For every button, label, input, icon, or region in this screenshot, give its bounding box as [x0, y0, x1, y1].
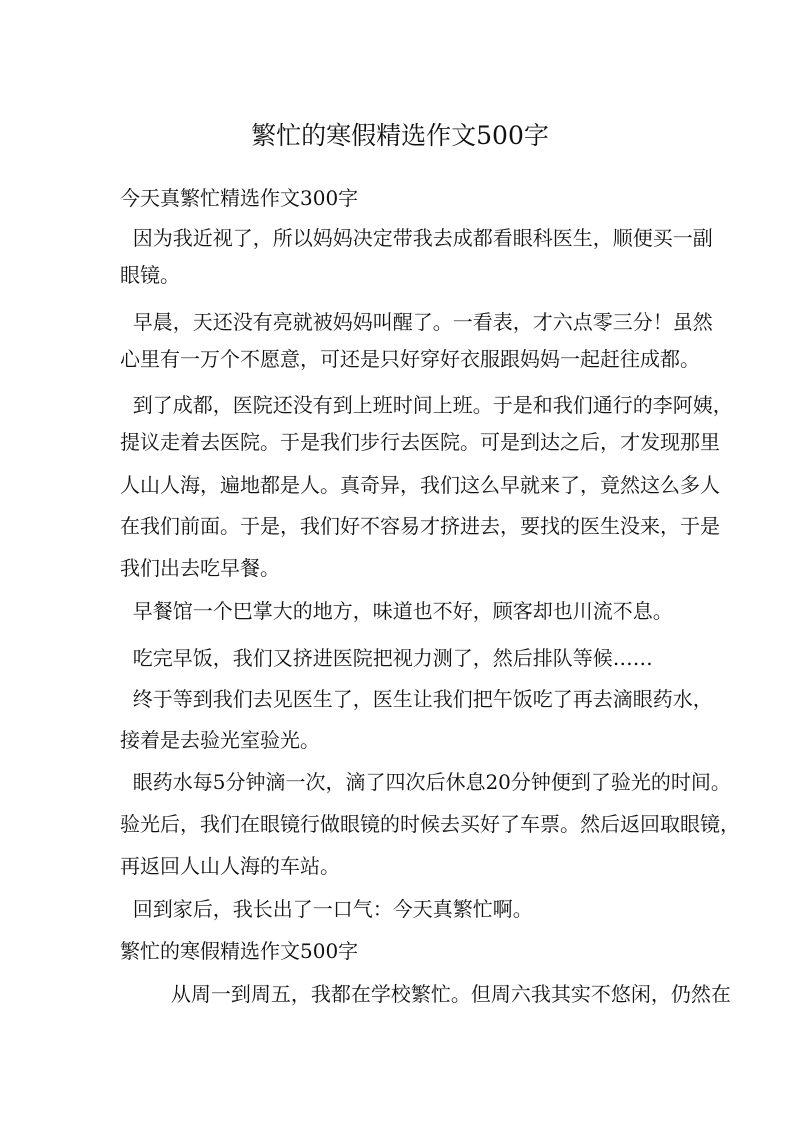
text-line: 今天真繁忙精选作文300字 — [120, 186, 359, 210]
text-line: 在我们前面。于是，我们好不容易才挤进去，要找的医生没来，于是 — [120, 514, 720, 538]
text-line: 因为我近视了，所以妈妈决定带我去成都看眼科医生，顺便买一副 — [120, 226, 713, 250]
text-line: 验光后，我们在眼镜行做眼镜的时候去买好了车票。然后返回取眼镜， — [120, 812, 740, 836]
text-line: 接着是去验光室验光。 — [120, 728, 320, 752]
text-line: 到了成都，医院还没有到上班时间上班。于是和我们通行的李阿姨， — [120, 393, 733, 417]
text-line: 吃完早饭，我们又挤进医院把视力测了，然后排队等候…… — [120, 646, 653, 670]
text-line: 眼药水每5分钟滴一次，滴了四次后休息20分钟便到了验光的时间。 — [120, 770, 731, 794]
text-line: 人山人海，遍地都是人。真奇异，我们这么早就来了，竟然这么多人 — [120, 473, 720, 497]
text-line: 眼镜。 — [120, 263, 180, 287]
text-line: 从周一到周五，我都在学校繁忙。但周六我其实不悠闲，仍然在 — [120, 982, 731, 1006]
text-line: 早晨，天还没有亮就被妈妈叫醒了。一看表，才六点零三分！虽然 — [120, 310, 713, 334]
text-line: 终于等到我们去见医生了，医生让我们把午饭吃了再去滴眼药水， — [120, 687, 713, 711]
text-line: 提议走着去医院。于是我们步行去医院。可是到达之后，才发现那里 — [120, 430, 720, 454]
text-line: 再返回人山人海的车站。 — [120, 854, 340, 878]
text-line: 回到家后，我长出了一口气：今天真繁忙啊。 — [120, 897, 533, 921]
document-title: 繁忙的寒假精选作文500字 — [251, 121, 549, 150]
text-line: 心里有一万个不愿意，可还是只好穿好衣服跟妈妈一起赶往成都。 — [120, 347, 700, 371]
text-line: 早餐馆一个巴掌大的地方，味道也不好，顾客却也川流不息。 — [120, 599, 673, 623]
section-heading: 繁忙的寒假精选作文500字 — [120, 939, 359, 963]
text-line: 我们出去吃早餐。 — [120, 556, 280, 580]
